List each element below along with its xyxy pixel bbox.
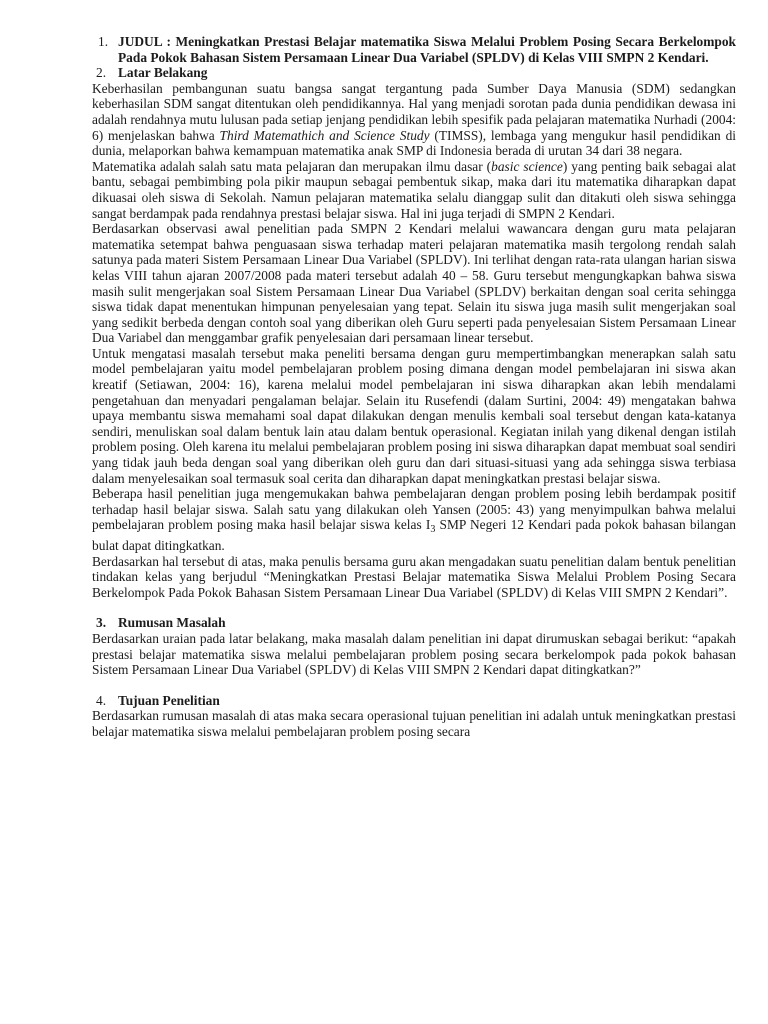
title-heading [98,34,736,65]
rumusan-masalah-paragraph: Berdasarkan uraian pada latar belakang, maka masalah dalam penelitian ini dapat dirumuskan sebagai berikut: “apakah prestasi belajar matematika siswa melalui pembelajaran problem posing secara berkelompok pada pokok bahasan Sistem Persamaan Linear Dua Variabel (SPLDV) di Kelas VIII SMPN 2 Kendari dapat ditingkatkan?” [92,630,736,678]
paragraph-text: ) yang penting baik sebagai alat bantu, sebagai pembimbing pola pikir maupun sebagai pembentuk sikap, maka dari itu matematika diharapkan dapat dikuasai oleh siswa di Sekolah. Namun pelajaran matematika selalu dianggap sulit dan ditakuti oleh siswa sehingga sangat berdampak pada rendahnya prestasi belajar siswa. Hal ini juga terjadi di SMPN 2 Kendari. [92,158,736,221]
paragraph-text: Beberapa hasil penelitian juga mengemukakan bahwa pembelajaran dengan problem posing lebih berdampak positif terhadap hasil belajar siswa. Salah satu yang dilakukan oleh Yansen (2005: 43) yang menyimpulkan bahwa melalui pembelajaran problem posing maka hasil belajar siswa kelas I [92,486,736,533]
subscript-text: 3 [430,524,436,536]
latar-belakang-paragraph-3: Berdasarkan observasi awal penelitian pada SMPN 2 Kendari melalui wawancara dengan guru mata pelajaran matematika setempat bahwa penguasaan siswa terhadap materi pelajaran matematika masih tergolong rendah salah satunya pada materi Sistem Persamaan Linear Dua Variabel (SPLDV). Ini terlihat dengan rata-rata ulangan harian siswa kelas VIII tahun ajaran 2007/2008 pada materi tersebut adalah 40 – 58. Guru tersebut mengungkapkan bahwa siswa masih sulit mengerjakan soal Sistem Persamaan Linear Dua Variabel (SPLDV) berkaitan dengan soal cerita sehingga siswa tidak dapat menentukan himpunan penyelesaian yang tepat. Selain itu siswa juga masih sulit mengerjakan soal yang sedikit berbeda dengan contoh soal yang diberikan oleh Guru seperti pada penyelesaian Sistem Persamaan Linear Dua Variabel dan menggambar grafik penyelesaian dari persamaan linear tersebut. [92,221,736,346]
latar-belakang-paragraph-2 [92,159,736,221]
section-4-title: Tujuan Penelitian [118,692,220,708]
paragraph-text: (TIMSS), lembaga yang mengukur hasil pendidikan di dunia, melaporkan bahwa kemampuan matematika anak SMP di Indonesia berada di urutan 34 dari 38 negara. [92,127,736,159]
paragraph-text: SMP Negeri 12 Kendari pada pokok bahasan bilangan bulat dapat ditingkatkan. [92,517,736,553]
title-number: 1. [98,34,109,49]
section-3-title: Rumusan Masalah [118,615,226,631]
section-2-title: Latar Belakang [118,65,208,81]
section-2-heading [96,65,736,81]
tujuan-penelitian-paragraph: Berdasarkan rumusan masalah di atas maka secara operasional tujuan penelitian ini adalah untuk meningkatkan prestasi belajar matematika siswa melalui pembelajaran problem posing secara [92,708,736,739]
latar-belakang-paragraph-1 [92,81,736,159]
emphasis-text: basic science [491,158,563,174]
latar-belakang-paragraph-5 [92,486,736,553]
section-3-number: 3. [96,615,107,631]
document-page [92,34,736,740]
section-spacer [92,678,736,693]
section-spacer [92,600,736,615]
latar-belakang-paragraph-4: Untuk mengatasi masalah tersebut maka peneliti bersama dengan guru mempertimbangkan menerapkan salah satu model pembelajaran yaitu model pembelajaran problem posing dimana dengan model pembelajaran ini siswa akan kreatif (Setiawan, 2004: 16), karena melalui model pembelajaran ini siswa diharapkan akan lebih mendalami pengetahuan dan menyadari pengalaman belajar. Selain itu Rusefendi (dalam Surtini, 2004: 49) mengatakan bahwa upaya membantu siswa memahami soal dapat dilakukan dengan menulis kembali soal tersebut dengan kata-katanya sendiri, menuliskan soal dalam bentuk lain atau dalam bentuk operasional. Kegiatan inilah yang dikenal dengan istilah problem posing. Oleh karena itu melalui pembelajaran problem posing ini siswa diharapkan dapat membuat soal sendiri yang tidak jauh beda dengan soal yang diberikan oleh guru dan dari situasi-situasi yang ada sehingga siswa terbiasa dalam menyelesaikan soal termasuk soal cerita dan diharapkan dapat meningkatkan prestasi belajar siswa. [92,345,736,486]
paragraph-text: Matematika adalah salah satu mata pelajaran dan merupakan ilmu dasar ( [92,158,492,174]
latar-belakang-paragraph-6: Berdasarkan hal tersebut di atas, maka penulis bersama guru akan mengadakan suatu penelitian dalam bentuk penelitian tindakan kelas yang berjudul “Meningkatkan Prestasi Belajar matematika Siswa Melalui Problem Posing Secara Berkelompok Pada Pokok Bahasan Sistem Persamaan Linear Dua Variabel (SPLDV) di Kelas VIII SMPN 2 Kendari”. [92,553,736,600]
emphasis-text: Third Matemathich and Science Study [219,127,430,143]
paragraph-text: Keberhasilan pembangunan suatu bangsa sangat tergantung pada Sumber Daya Manusia (SDM) sedangkan keberhasilan SDM sangat ditentukan oleh pendidikannya. Hal yang menjadi sorotan pada dunia pendidikan dewasa ini adalah rendahnya mutu lulusan pada setiap jenjang pendidikan lebih spesifik pada pelajaran matematika Nurhadi (2004: 6) menjelaskan bahwa [92,80,736,143]
section-4-heading [96,693,736,709]
section-2-number: 2. [96,65,107,81]
title-text: JUDUL : Meningkatkan Prestasi Belajar matematika Siswa Melalui Problem Posing Secara Berkelompok Pada Pokok Bahasan Sistem Persamaan Linear Dua Variabel (SPLDV) di Kelas VIII SMPN 2 Kendari. [118,34,736,65]
section-4-number: 4. [96,692,107,708]
section-3-heading [96,615,736,631]
